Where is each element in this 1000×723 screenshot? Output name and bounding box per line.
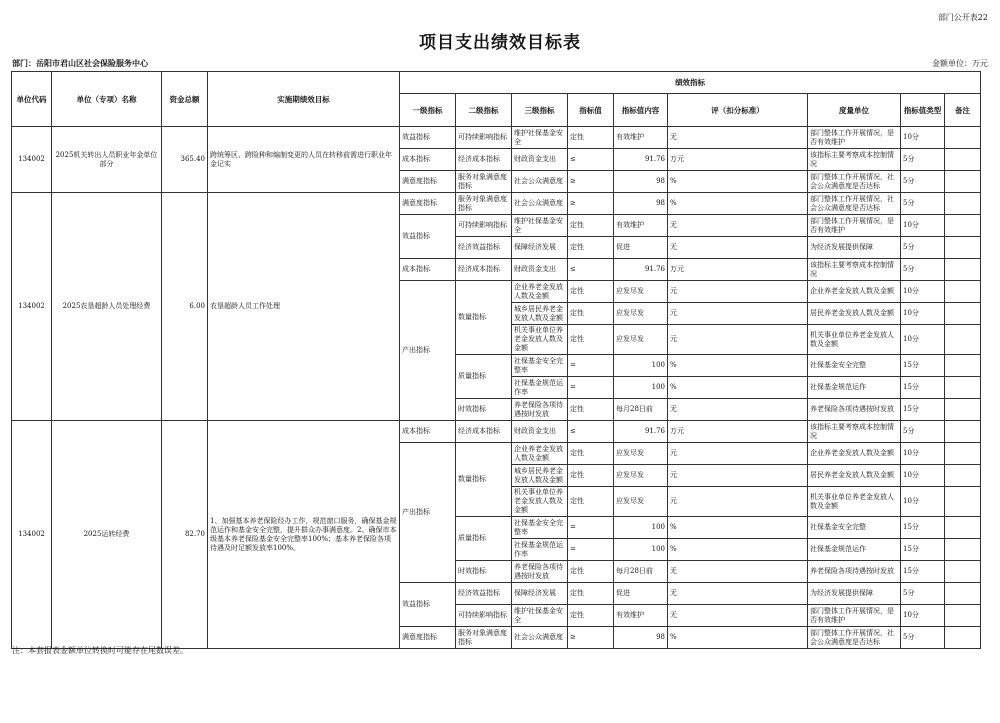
level1-indicator: 满意度指标: [400, 193, 456, 215]
level3-indicator: 城乡居民养老金发放人数及金额: [512, 303, 568, 325]
measure-unit: 养老保险各项待遇按时发放: [808, 561, 901, 583]
scoring-standard: %: [668, 377, 808, 399]
scoring-standard: 无: [668, 215, 808, 237]
remark: [945, 539, 981, 561]
remark: [945, 303, 981, 325]
indicator-value: ≥: [568, 193, 614, 215]
scoring-standard: 元: [668, 465, 808, 487]
indicator-content: 有效维护: [614, 127, 668, 149]
value-type: 10分: [901, 605, 945, 627]
level3-indicator: 社保基金安全完整率: [512, 355, 568, 377]
level3-indicator: 财政资金支出: [512, 421, 568, 443]
project-goal: 1、加强基本养老保险经办工作，规范窗口服务，确保基金规范运作和基金安全完整，提升群众办事满意度。2、确保市本级基本养老保险基金安全完整率100%；基本养老保险各项待遇及时足额发放率100%。: [208, 421, 400, 649]
level1-indicator: 效益指标: [400, 127, 456, 149]
level2-indicator: 服务对象满意度指标: [456, 193, 512, 215]
remark: [945, 465, 981, 487]
amount-unit-label: 金额单位：万元: [932, 59, 988, 68]
level3-indicator: 保障经济发展: [512, 237, 568, 259]
indicator-value: 定性: [568, 237, 614, 259]
header-content: 指标值内容: [614, 94, 668, 127]
measure-unit: 为经济发展提供保障: [808, 583, 901, 605]
level2-indicator: 时效指标: [456, 561, 512, 583]
unit-code: 134002: [12, 127, 52, 193]
value-type: 10分: [901, 465, 945, 487]
page-title: 项目支出绩效目标表: [419, 33, 581, 53]
measure-unit: 养老保险各项待遇按时发放: [808, 399, 901, 421]
measure-unit: 部门整体工作开展情况，是否有效维护: [808, 127, 901, 149]
page-number: 部门公开表22: [937, 13, 988, 22]
indicator-content: 有效维护: [614, 605, 668, 627]
level2-indicator: 经济效益指标: [456, 583, 512, 605]
indicator-content: 100: [614, 377, 668, 399]
remark: [945, 127, 981, 149]
indicator-value: 定性: [568, 465, 614, 487]
level3-indicator: 社保基金安全完整率: [512, 517, 568, 539]
indicator-value: 定性: [568, 487, 614, 517]
level2-indicator: 经济成本指标: [456, 259, 512, 281]
indicator-value: 定性: [568, 303, 614, 325]
indicator-content: 应发尽发: [614, 465, 668, 487]
level3-indicator: 养老保险各项待遇按时发放: [512, 399, 568, 421]
indicator-content: 91.76: [614, 421, 668, 443]
indicator-content: 100: [614, 517, 668, 539]
measure-unit: 部门整体工作开展情况，社会公众满意度是否达标: [808, 193, 901, 215]
measure-unit: 机关事业单位养老金发放人数及金额: [808, 325, 901, 355]
scoring-standard: 元: [668, 443, 808, 465]
level1-indicator: 满意度指标: [400, 171, 456, 193]
level3-indicator: 企业养老金发放人数及金额: [512, 443, 568, 465]
value-type: 15分: [901, 377, 945, 399]
indicator-content: 91.76: [614, 149, 668, 171]
indicator-content: 每月28日前: [614, 561, 668, 583]
project-goal: 农垦超龄人员工作处理: [208, 193, 400, 421]
level1-indicator: 产出指标: [400, 281, 456, 421]
scoring-standard: %: [668, 539, 808, 561]
indicator-value: 定性: [568, 281, 614, 303]
level2-indicator: 可持续影响指标: [456, 215, 512, 237]
indicator-value: 定性: [568, 325, 614, 355]
remark: [945, 421, 981, 443]
scoring-standard: %: [668, 355, 808, 377]
project-goal: 跨统筹区、跨险种和编制变更的人员在转移前需进行职业年金记实: [208, 127, 400, 193]
level3-indicator: 养老保险各项待遇按时发放: [512, 561, 568, 583]
level3-indicator: 社会公众满意度: [512, 627, 568, 649]
level2-indicator: 数量指标: [456, 443, 512, 517]
scoring-standard: 元: [668, 487, 808, 517]
header-measure: 度量单位: [808, 94, 901, 127]
indicator-value: ≤: [568, 149, 614, 171]
indicator-value: 定性: [568, 583, 614, 605]
measure-unit: 社保基金安全完整: [808, 355, 901, 377]
unit-code: 134002: [12, 193, 52, 421]
indicator-content: 应发尽发: [614, 487, 668, 517]
indicator-content: 应发尽发: [614, 443, 668, 465]
header-code: 单位代码: [12, 72, 52, 127]
scoring-standard: %: [668, 627, 808, 649]
level3-indicator: 企业养老金发放人数及金额: [512, 281, 568, 303]
indicator-value: ≤: [568, 259, 614, 281]
measure-unit: 部门整体工作开展情况，是否有效维护: [808, 215, 901, 237]
remark: [945, 215, 981, 237]
level2-indicator: 可持续影响指标: [456, 605, 512, 627]
remark: [945, 281, 981, 303]
level1-indicator: 效益指标: [400, 215, 456, 259]
unit-code: 134002: [12, 421, 52, 649]
header-l1: 一级指标: [400, 94, 456, 127]
department-label: 部门：岳阳市君山区社会保险服务中心: [12, 58, 148, 68]
remark: [945, 627, 981, 649]
remark: [945, 561, 981, 583]
value-type: 15分: [901, 517, 945, 539]
level1-indicator: 成本指标: [400, 259, 456, 281]
footnote: 注：本套报表金额单位转换时可能存在尾数误差。: [12, 646, 188, 655]
scoring-standard: %: [668, 171, 808, 193]
indicator-value: 定性: [568, 443, 614, 465]
indicator-value: ≥: [568, 627, 614, 649]
remark: [945, 517, 981, 539]
level3-indicator: 社会公众满意度: [512, 193, 568, 215]
indicator-content: 促进: [614, 583, 668, 605]
performance-table: [11, 71, 981, 649]
level1-indicator: 成本指标: [400, 421, 456, 443]
scoring-standard: 无: [668, 583, 808, 605]
measure-unit: 机关事业单位养老金发放人数及金额: [808, 487, 901, 517]
value-type: 15分: [901, 355, 945, 377]
level1-indicator: 满意度指标: [400, 627, 456, 649]
measure-unit: 企业养老金发放人数及金额: [808, 443, 901, 465]
indicator-content: 应发尽发: [614, 281, 668, 303]
scoring-standard: 元: [668, 325, 808, 355]
header-l2: 二级指标: [456, 94, 512, 127]
header-remark: 备注: [945, 94, 981, 127]
project-amount: 6.00: [162, 193, 208, 421]
indicator-value: 定性: [568, 561, 614, 583]
indicator-value: =: [568, 377, 614, 399]
indicator-value: ≤: [568, 421, 614, 443]
remark: [945, 259, 981, 281]
level2-indicator: 经济效益指标: [456, 237, 512, 259]
indicator-value: 定性: [568, 215, 614, 237]
level3-indicator: 财政资金支出: [512, 149, 568, 171]
value-type: 10分: [901, 487, 945, 517]
header-perf: 绩效指标: [400, 72, 981, 94]
level3-indicator: 维护社保基金安全: [512, 215, 568, 237]
level2-indicator: 服务对象满意度指标: [456, 171, 512, 193]
level3-indicator: 社会公众满意度: [512, 171, 568, 193]
indicator-value: =: [568, 539, 614, 561]
level2-indicator: 时效指标: [456, 399, 512, 421]
measure-unit: 社保基金安全完整: [808, 517, 901, 539]
level3-indicator: 维护社保基金安全: [512, 127, 568, 149]
indicator-value: =: [568, 355, 614, 377]
header-amount: 资金总额: [162, 72, 208, 127]
indicator-content: 有效维护: [614, 215, 668, 237]
level3-indicator: 机关事业单位养老金发放人数及金额: [512, 325, 568, 355]
indicator-value: =: [568, 517, 614, 539]
measure-unit: 该指标主要考察成本控制情况: [808, 149, 901, 171]
remark: [945, 487, 981, 517]
level3-indicator: 社保基金规范运作率: [512, 377, 568, 399]
level2-indicator: 质量指标: [456, 355, 512, 399]
value-type: 5分: [901, 149, 945, 171]
level2-indicator: 可持续影响指标: [456, 127, 512, 149]
level1-indicator: 成本指标: [400, 149, 456, 171]
header-name: 单位（专项）名称: [52, 72, 162, 127]
scoring-standard: 万元: [668, 259, 808, 281]
indicator-content: 98: [614, 193, 668, 215]
level2-indicator: 质量指标: [456, 517, 512, 561]
scoring-standard: 无: [668, 561, 808, 583]
value-type: 10分: [901, 127, 945, 149]
remark: [945, 443, 981, 465]
level2-indicator: 经济成本指标: [456, 149, 512, 171]
remark: [945, 325, 981, 355]
scoring-standard: 万元: [668, 421, 808, 443]
indicator-content: 每月28日前: [614, 399, 668, 421]
value-type: 15分: [901, 539, 945, 561]
indicator-value: 定性: [568, 605, 614, 627]
measure-unit: 社保基金规范运作: [808, 539, 901, 561]
header-goal: 实施期绩效目标: [208, 72, 400, 127]
measure-unit: 部门整体工作开展情况，是否有效维护: [808, 605, 901, 627]
value-type: 5分: [901, 627, 945, 649]
remark: [945, 237, 981, 259]
scoring-standard: 万元: [668, 149, 808, 171]
measure-unit: 社保基金规范运作: [808, 377, 901, 399]
value-type: 10分: [901, 215, 945, 237]
level3-indicator: 保障经济发展: [512, 583, 568, 605]
scoring-standard: 元: [668, 281, 808, 303]
level1-indicator: 效益指标: [400, 583, 456, 627]
value-type: 5分: [901, 421, 945, 443]
remark: [945, 399, 981, 421]
value-type: 5分: [901, 259, 945, 281]
remark: [945, 193, 981, 215]
scoring-standard: 无: [668, 127, 808, 149]
indicator-content: 98: [614, 171, 668, 193]
project-name: 2025机关转出人员职业年金单位部分: [52, 127, 162, 193]
project-name: 2025农垦超龄人员处理经费: [52, 193, 162, 421]
project-amount: 82.70: [162, 421, 208, 649]
indicator-content: 应发尽发: [614, 325, 668, 355]
value-type: 10分: [901, 443, 945, 465]
value-type: 15分: [901, 399, 945, 421]
header-val: 指标值: [568, 94, 614, 127]
project-name: 2025运转经费: [52, 421, 162, 649]
scoring-standard: 无: [668, 399, 808, 421]
header-type: 指标值类型: [901, 94, 945, 127]
table-row: [12, 421, 981, 443]
level3-indicator: 机关事业单位养老金发放人数及金额: [512, 487, 568, 517]
indicator-value: ≥: [568, 171, 614, 193]
remark: [945, 171, 981, 193]
measure-unit: 部门整体工作开展情况，社会公众满意度是否达标: [808, 627, 901, 649]
table-row: [12, 127, 981, 149]
indicator-content: 91.76: [614, 259, 668, 281]
indicator-content: 100: [614, 539, 668, 561]
level2-indicator: 服务对象满意度指标: [456, 627, 512, 649]
scoring-standard: %: [668, 517, 808, 539]
measure-unit: 居民养老金发放人数及金额: [808, 465, 901, 487]
level2-indicator: 经济成本指标: [456, 421, 512, 443]
scoring-standard: 无: [668, 605, 808, 627]
scoring-standard: 无: [668, 237, 808, 259]
measure-unit: 为经济发展提供保障: [808, 237, 901, 259]
indicator-value: 定性: [568, 127, 614, 149]
remark: [945, 377, 981, 399]
remark: [945, 605, 981, 627]
value-type: 5分: [901, 583, 945, 605]
level3-indicator: 维护社保基金安全: [512, 605, 568, 627]
level2-indicator: 数量指标: [456, 281, 512, 355]
level1-indicator: 产出指标: [400, 443, 456, 583]
value-type: 5分: [901, 171, 945, 193]
value-type: 10分: [901, 281, 945, 303]
measure-unit: 部门整体工作开展情况，社会公众满意度是否达标: [808, 171, 901, 193]
measure-unit: 居民养老金发放人数及金额: [808, 303, 901, 325]
indicator-content: 促进: [614, 237, 668, 259]
scoring-standard: %: [668, 193, 808, 215]
value-type: 5分: [901, 193, 945, 215]
indicator-content: 98: [614, 627, 668, 649]
measure-unit: 企业养老金发放人数及金额: [808, 281, 901, 303]
header-score: 评（扣分标准）: [668, 94, 808, 127]
value-type: 10分: [901, 325, 945, 355]
remark: [945, 355, 981, 377]
measure-unit: 该指标主要考察成本控制情况: [808, 259, 901, 281]
indicator-content: 应发尽发: [614, 303, 668, 325]
project-amount: 365.40: [162, 127, 208, 193]
value-type: 5分: [901, 237, 945, 259]
value-type: 15分: [901, 561, 945, 583]
value-type: 10分: [901, 303, 945, 325]
indicator-content: 100: [614, 355, 668, 377]
header-l3: 三级指标: [512, 94, 568, 127]
level3-indicator: 社保基金规范运作率: [512, 539, 568, 561]
level3-indicator: 城乡居民养老金发放人数及金额: [512, 465, 568, 487]
level3-indicator: 财政资金支出: [512, 259, 568, 281]
indicator-value: 定性: [568, 399, 614, 421]
scoring-standard: 元: [668, 303, 808, 325]
remark: [945, 583, 981, 605]
remark: [945, 149, 981, 171]
table-row: [12, 193, 981, 215]
measure-unit: 该指标主要考察成本控制情况: [808, 421, 901, 443]
